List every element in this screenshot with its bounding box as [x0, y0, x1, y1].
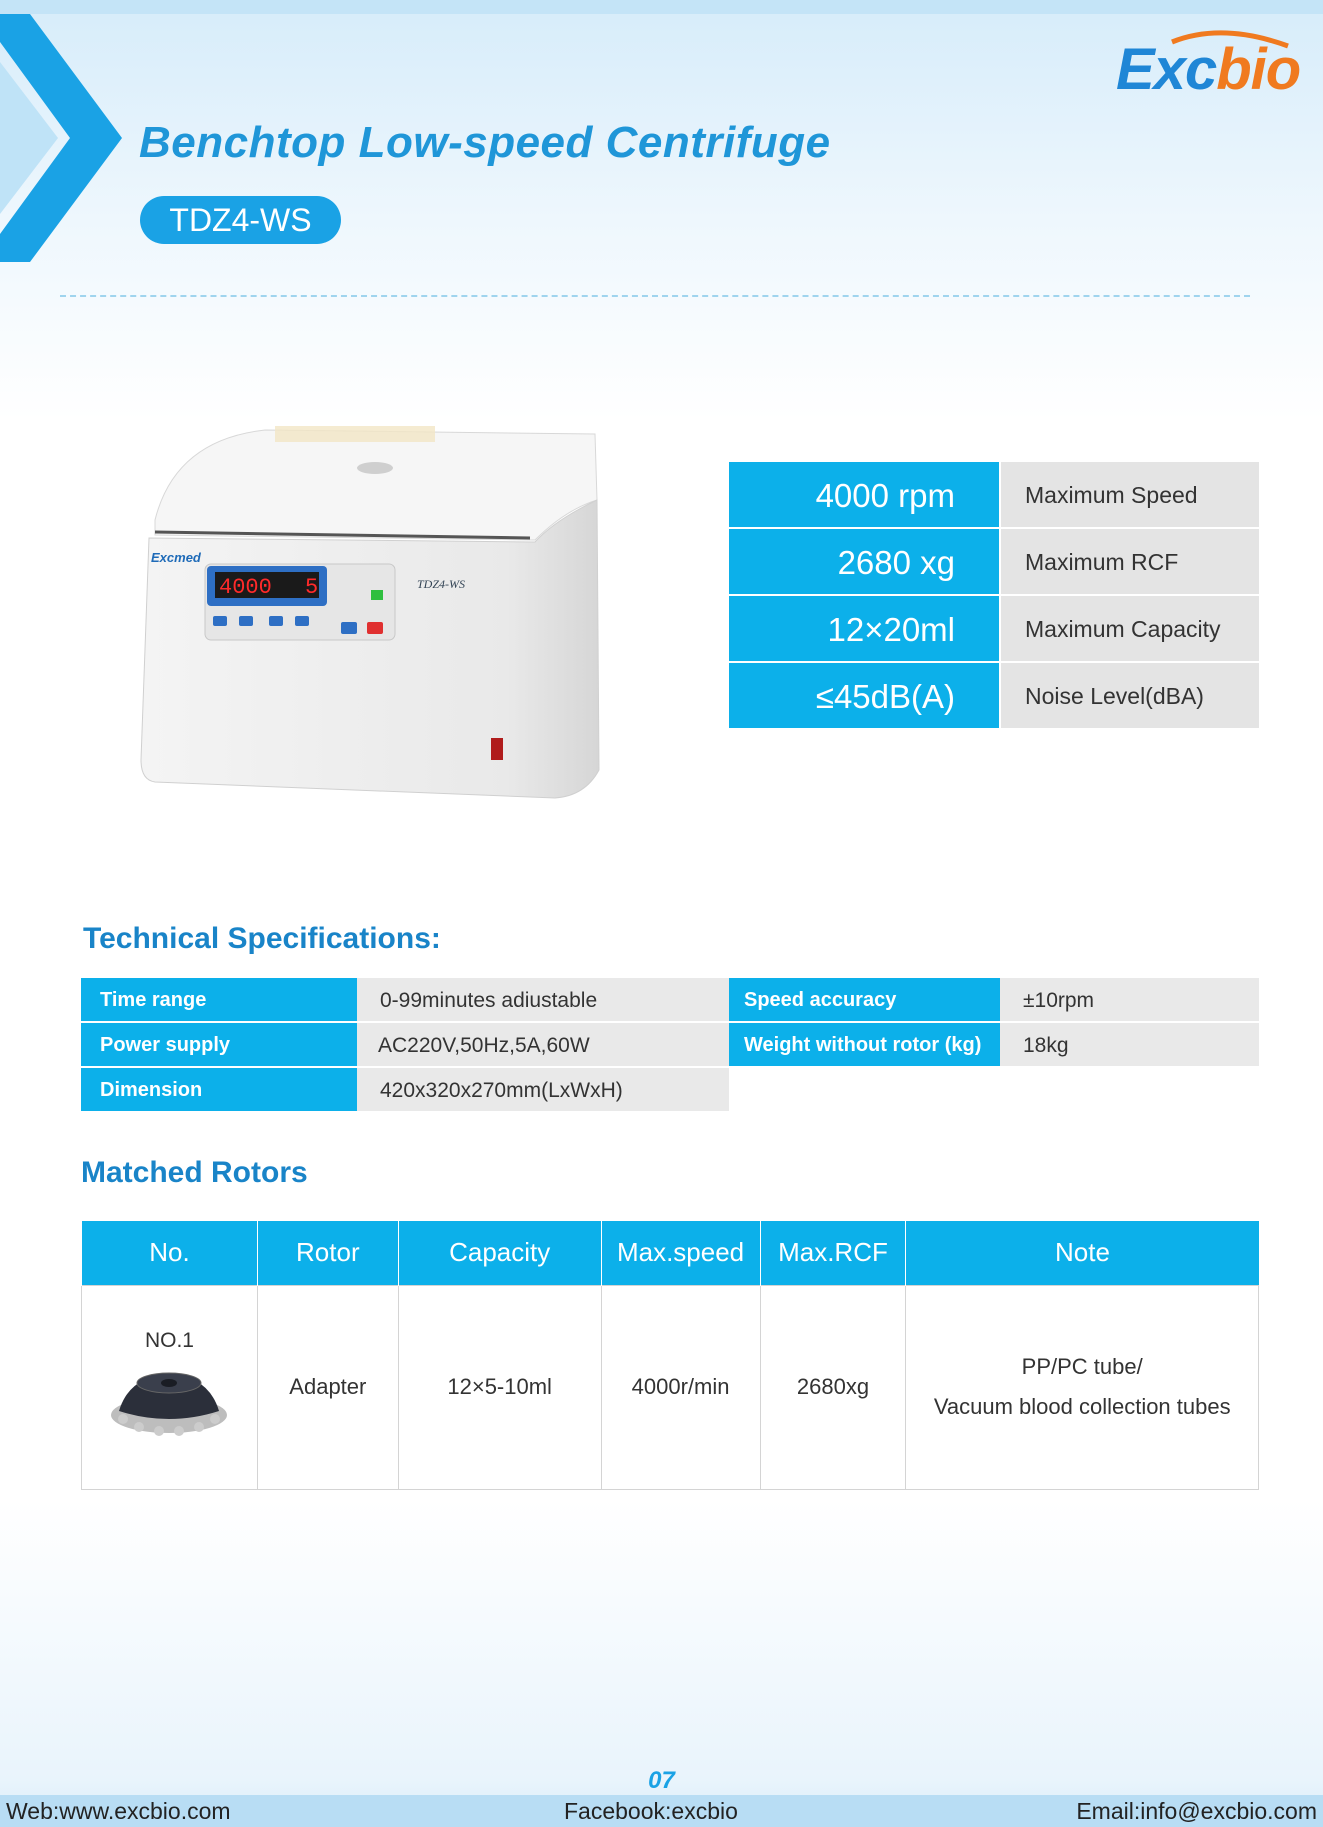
col-header-no: No.: [82, 1221, 258, 1285]
key-spec-row: [729, 663, 1259, 730]
rotor-note-line-1: PP/PC tube/: [1021, 1354, 1143, 1379]
dashed-divider: [60, 295, 1250, 297]
spec-row: [81, 978, 1259, 1023]
spec-label: Time range: [81, 978, 357, 1023]
key-spec-value: 12×20ml: [729, 596, 999, 661]
key-spec-row: [729, 529, 1259, 596]
col-header-max-speed: Max.speed: [601, 1221, 760, 1285]
model-badge: TDZ4-WS: [140, 196, 341, 244]
spec-value: 18kg: [1000, 1023, 1259, 1068]
key-spec-value: 2680 xg: [729, 529, 999, 594]
excbio-logo: [1116, 36, 1300, 103]
key-spec-row: [729, 462, 1259, 529]
panel-model-label: TDZ4-WS: [417, 577, 466, 591]
rotor-type-cell: Adapter: [257, 1285, 398, 1489]
device-brand-label: Excmed: [151, 550, 201, 565]
logo-bio: bio: [1216, 37, 1301, 102]
spec-value: 0-99minutes adiustable: [357, 978, 729, 1023]
col-header-max-rcf: Max.RCF: [760, 1221, 906, 1285]
rotor-note-cell: [906, 1285, 1259, 1489]
rotor-note-line-2: Vacuum blood collection tubes: [933, 1394, 1231, 1419]
rotor-no: NO.1: [144, 1329, 194, 1352]
rotor-no-cell: [82, 1285, 258, 1489]
col-header-rotor: Rotor: [257, 1221, 398, 1285]
col-header-note: Note: [906, 1221, 1259, 1285]
key-spec-label: Maximum Speed: [999, 462, 1259, 527]
key-spec-label: Noise Level(dBA): [999, 663, 1259, 728]
tech-spec-table: [81, 978, 1259, 1113]
centrifuge-image: [135, 420, 615, 800]
spec-label: Speed accuracy: [729, 978, 1000, 1023]
chevron-decoration: [0, 14, 125, 264]
rotor-max-speed-cell: 4000r/min: [601, 1285, 760, 1489]
page-number: 07: [648, 1767, 675, 1794]
matched-rotors-heading: Matched Rotors: [81, 1156, 308, 1189]
key-spec-value: ≤45dB(A): [729, 663, 999, 728]
rotor-table-header: [82, 1221, 1259, 1285]
spec-value: ±10rpm: [1000, 978, 1259, 1023]
logo-ex: Exc: [1116, 37, 1217, 102]
rotor-table: [81, 1221, 1259, 1490]
key-specs-table: [729, 462, 1259, 730]
key-spec-row: [729, 596, 1259, 663]
spec-label: Power supply: [81, 1023, 357, 1068]
footer-facebook-link[interactable]: Facebook:excbio: [564, 1798, 738, 1824]
rotor-image: [109, 1359, 229, 1439]
spec-label: Dimension: [81, 1068, 357, 1113]
key-spec-label: Maximum Capacity: [999, 596, 1259, 661]
spec-label: Weight without rotor (kg): [729, 1023, 1000, 1068]
table-row: [82, 1285, 1259, 1489]
page-title: Benchtop Low-speed Centrifuge: [139, 118, 831, 167]
rotor-capacity-cell: 12×5-10ml: [398, 1285, 601, 1489]
top-band: [0, 0, 1323, 14]
spec-value: 420x320x270mm(LxWxH): [357, 1068, 729, 1113]
key-spec-value: 4000 rpm: [729, 462, 999, 527]
spec-row: [81, 1068, 1259, 1113]
footer-email-link[interactable]: Email:info@excbio.com: [1076, 1798, 1317, 1824]
display-time: 5: [305, 575, 319, 600]
display-speed: 4000: [219, 575, 272, 600]
key-spec-label: Maximum RCF: [999, 529, 1259, 594]
tech-spec-heading: Technical Specifications:: [83, 922, 441, 955]
footer-bar: [0, 1795, 1323, 1827]
rotor-max-rcf-cell: 2680xg: [760, 1285, 906, 1489]
spec-value: AC220V,50Hz,5A,60W: [357, 1023, 729, 1068]
footer-web-link[interactable]: Web:www.excbio.com: [6, 1798, 231, 1824]
col-header-capacity: Capacity: [398, 1221, 601, 1285]
spec-row: [81, 1023, 1259, 1068]
